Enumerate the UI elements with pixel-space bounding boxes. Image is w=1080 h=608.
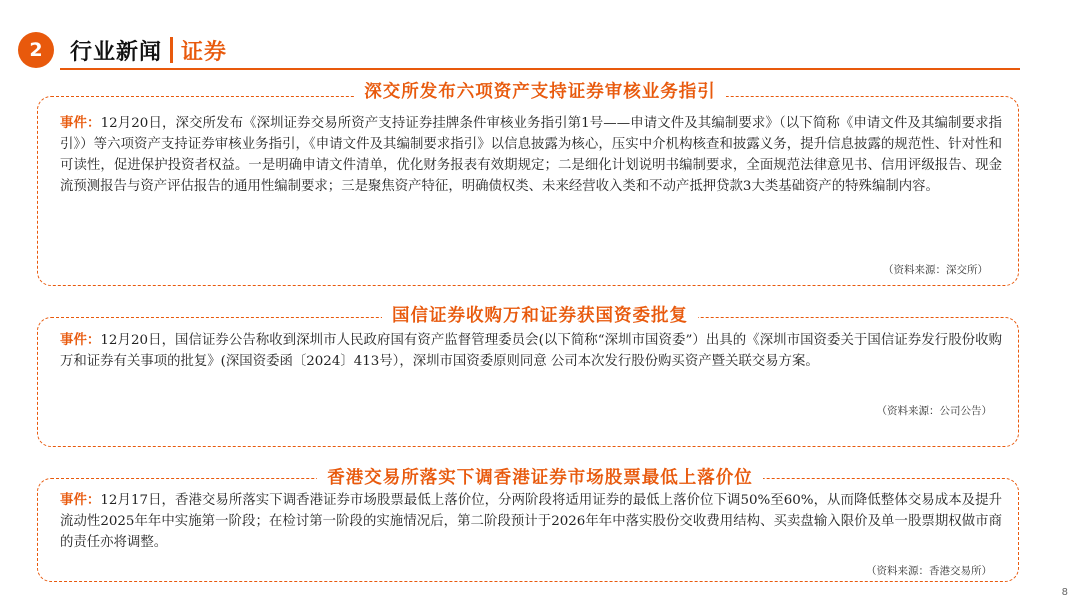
section-number-badge: 2 — [18, 32, 54, 68]
news-source-2: （资料来源：公司公告） — [876, 405, 992, 417]
page-number: 8 — [1061, 587, 1068, 598]
news-title-3 — [0, 464, 1080, 489]
news-title-1 — [0, 78, 1080, 103]
event-label: 事件： — [60, 492, 101, 508]
news-title-text: 香港交易所落实下调香港证券市场股票最低上落价位 — [317, 468, 763, 488]
news-content-1 — [60, 113, 1002, 197]
header-rule — [60, 68, 1020, 70]
news-title-text: 国信证券收购万和证券获国资委批复 — [382, 306, 698, 326]
news-content-3 — [60, 490, 1002, 553]
event-label: 事件： — [60, 115, 101, 131]
news-body: 12月20日，国信证券公告称收到深圳市人民政府国有资产监督管理委员会(以下简称“深圳市国资委”）出具的《深圳市国资委关于国信证券发行股份收购万和证券有关事项的批复》(深国资委函〔2024〕413号），深圳市国资委原则同意 公司本次发行股份购买资产暨关联交易方案。 — [60, 333, 1002, 369]
section-subtitle: 证券 — [181, 39, 228, 65]
news-content-2 — [60, 330, 1002, 372]
news-title-text: 深交所发布六项资产支持证券审核业务指引 — [354, 82, 726, 102]
title-divider — [170, 37, 173, 63]
news-body: 12月17日，香港交易所落实下调香港证券市场股票最低上落价位，分两阶段将适用证券的最低上落价位下调50%至60%，从而降低整体交易成本及提升流动性2025年年中实施第一阶段；在检讨第一阶段的实施情况后，第二阶段预计于2026年年中落实股份交收费用结构、买卖盘输入限价及单一股票期权做市商的责任亦将调整。 — [60, 493, 1002, 550]
news-title-2 — [0, 302, 1080, 327]
news-body: 12月20日，深交所发布《深圳证券交易所资产支持证券挂牌条件审核业务指引第1号——申请文件及其编制要求》（以下简称《申请文件及其编制要求指引》）等六项资产支持证券审核业务指引，《申请文件及其编制要求指引》以信息披露为核心，压实中介机构核查和披露义务，提升信息披露的规范性、针对性和可读性，促进保护投资者权益。一是明确申请文件清单，优化财务报表有效期规定；二是细化计划说明书编制要求，全面规范法律意见书、信用评级报告、现金流预测报告与资产评估报告的通用性编制要求；三是聚焦资产特征，明确债权类、未来经营收入类和不动产抵押贷款3大类基础资产的特殊编制内容。 — [60, 116, 1002, 194]
section-header — [18, 30, 227, 70]
news-source-1: （资料来源：深交所） — [883, 264, 988, 276]
event-label: 事件： — [60, 332, 101, 348]
news-source-3: （资料来源：香港交易所） — [866, 565, 992, 577]
section-title: 行业新闻 — [70, 39, 163, 65]
